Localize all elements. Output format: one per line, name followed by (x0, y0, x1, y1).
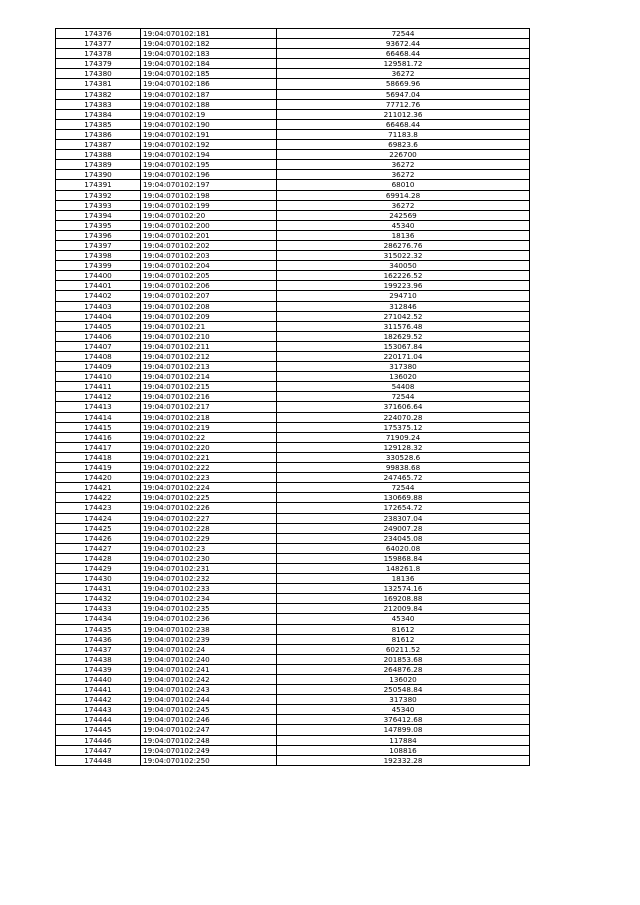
row-id-cell: 174383 (56, 99, 141, 109)
value-cell: 330528.6 (277, 452, 530, 462)
table-row (56, 29, 530, 39)
value-cell: 211012.36 (277, 109, 530, 119)
table-row (56, 180, 530, 190)
table-row (56, 402, 530, 412)
row-id-cell: 174446 (56, 735, 141, 745)
table-row (56, 705, 530, 715)
value-cell: 64020.08 (277, 543, 530, 553)
cadastral-number-cell: 19:04:070102:199 (141, 200, 277, 210)
value-cell: 147899.08 (277, 725, 530, 735)
table-row (56, 432, 530, 442)
row-id-cell: 174400 (56, 271, 141, 281)
table-row (56, 574, 530, 584)
value-cell: 72544 (277, 483, 530, 493)
row-id-cell: 174385 (56, 119, 141, 129)
row-id-cell: 174414 (56, 412, 141, 422)
value-cell: 294710 (277, 291, 530, 301)
row-id-cell: 174444 (56, 715, 141, 725)
table-row (56, 624, 530, 634)
cadastral-number-cell: 19:04:070102:208 (141, 301, 277, 311)
value-cell: 36272 (277, 69, 530, 79)
value-cell: 69823.6 (277, 140, 530, 150)
row-id-cell: 174426 (56, 533, 141, 543)
cadastral-number-cell: 19:04:070102:195 (141, 160, 277, 170)
table-row (56, 543, 530, 553)
cadastral-number-cell: 19:04:070102:214 (141, 372, 277, 382)
value-cell: 117884 (277, 735, 530, 745)
cadastral-number-cell: 19:04:070102:216 (141, 392, 277, 402)
cadastral-number-cell: 19:04:070102:217 (141, 402, 277, 412)
row-id-cell: 174409 (56, 362, 141, 372)
cadastral-number-cell: 19:04:070102:226 (141, 503, 277, 513)
row-id-cell: 174410 (56, 372, 141, 382)
row-id-cell: 174378 (56, 49, 141, 59)
table-row (56, 261, 530, 271)
value-cell: 69914.28 (277, 190, 530, 200)
row-id-cell: 174429 (56, 563, 141, 573)
table-row (56, 634, 530, 644)
cadastral-number-cell: 19:04:070102:205 (141, 271, 277, 281)
value-cell: 226700 (277, 150, 530, 160)
cadastral-number-cell: 19:04:070102:21 (141, 321, 277, 331)
row-id-cell: 174421 (56, 483, 141, 493)
value-cell: 129581.72 (277, 59, 530, 69)
value-cell: 130669.88 (277, 493, 530, 503)
row-id-cell: 174447 (56, 745, 141, 755)
value-cell: 93672.44 (277, 39, 530, 49)
row-id-cell: 174399 (56, 261, 141, 271)
table-row (56, 311, 530, 321)
table-row (56, 39, 530, 49)
value-cell: 247465.72 (277, 473, 530, 483)
value-cell: 81612 (277, 624, 530, 634)
table-row (56, 341, 530, 351)
table-row (56, 523, 530, 533)
table-row (56, 755, 530, 765)
row-id-cell: 174395 (56, 220, 141, 230)
table-row (56, 675, 530, 685)
value-cell: 371606.64 (277, 402, 530, 412)
cadastral-number-cell: 19:04:070102:213 (141, 362, 277, 372)
cadastral-number-cell: 19:04:070102:244 (141, 695, 277, 705)
table-row (56, 99, 530, 109)
value-cell: 72544 (277, 29, 530, 39)
table-row (56, 533, 530, 543)
value-cell: 108816 (277, 745, 530, 755)
row-id-cell: 174412 (56, 392, 141, 402)
table-row (56, 452, 530, 462)
value-cell: 71183.8 (277, 129, 530, 139)
table-row (56, 331, 530, 341)
table-row (56, 291, 530, 301)
value-cell: 172654.72 (277, 503, 530, 513)
table-row (56, 412, 530, 422)
cadastral-number-cell: 19:04:070102:204 (141, 261, 277, 271)
cadastral-number-cell: 19:04:070102:227 (141, 513, 277, 523)
value-cell: 81612 (277, 634, 530, 644)
value-cell: 159868.84 (277, 553, 530, 563)
row-id-cell: 174416 (56, 432, 141, 442)
row-id-cell: 174387 (56, 140, 141, 150)
cadastral-number-cell: 19:04:070102:241 (141, 664, 277, 674)
cadastral-number-cell: 19:04:070102:236 (141, 614, 277, 624)
row-id-cell: 174448 (56, 755, 141, 765)
value-cell: 192332.28 (277, 755, 530, 765)
cadastral-number-cell: 19:04:070102:238 (141, 624, 277, 634)
cadastral-number-cell: 19:04:070102:218 (141, 412, 277, 422)
cadastral-number-cell: 19:04:070102:245 (141, 705, 277, 715)
table-row (56, 271, 530, 281)
value-cell: 136020 (277, 675, 530, 685)
cadastral-number-cell: 19:04:070102:222 (141, 463, 277, 473)
row-id-cell: 174427 (56, 543, 141, 553)
row-id-cell: 174382 (56, 89, 141, 99)
table-row (56, 89, 530, 99)
table-row (56, 473, 530, 483)
table-row (56, 281, 530, 291)
cadastral-number-cell: 19:04:070102:229 (141, 533, 277, 543)
value-cell: 99838.68 (277, 463, 530, 473)
cadastral-number-cell: 19:04:070102:228 (141, 523, 277, 533)
cadastral-number-cell: 19:04:070102:198 (141, 190, 277, 200)
value-cell: 18136 (277, 574, 530, 584)
table-row (56, 563, 530, 573)
value-cell: 169208.88 (277, 594, 530, 604)
table-row (56, 352, 530, 362)
cadastral-number-cell: 19:04:070102:200 (141, 220, 277, 230)
row-id-cell: 174381 (56, 79, 141, 89)
value-cell: 45340 (277, 220, 530, 230)
row-id-cell: 174440 (56, 675, 141, 685)
table-row (56, 725, 530, 735)
table-row (56, 372, 530, 382)
table-row (56, 220, 530, 230)
row-id-cell: 174406 (56, 331, 141, 341)
row-id-cell: 174391 (56, 180, 141, 190)
cadastral-number-cell: 19:04:070102:20 (141, 210, 277, 220)
cadastral-number-cell: 19:04:070102:225 (141, 493, 277, 503)
table-row (56, 493, 530, 503)
value-cell: 238307.04 (277, 513, 530, 523)
table-row (56, 129, 530, 139)
value-cell: 129128.32 (277, 442, 530, 452)
cadastral-number-cell: 19:04:070102:250 (141, 755, 277, 765)
row-id-cell: 174425 (56, 523, 141, 533)
row-id-cell: 174377 (56, 39, 141, 49)
row-id-cell: 174413 (56, 402, 141, 412)
cadastral-number-cell: 19:04:070102:224 (141, 483, 277, 493)
value-cell: 45340 (277, 705, 530, 715)
cadastral-number-cell: 19:04:070102:221 (141, 452, 277, 462)
cadastral-number-cell: 19:04:070102:22 (141, 432, 277, 442)
cadastral-number-cell: 19:04:070102:232 (141, 574, 277, 584)
value-cell: 315022.32 (277, 251, 530, 261)
value-cell: 376412.68 (277, 715, 530, 725)
table-row (56, 604, 530, 614)
row-id-cell: 174422 (56, 493, 141, 503)
cadastral-number-cell: 19:04:070102:239 (141, 634, 277, 644)
cadastral-number-cell: 19:04:070102:194 (141, 150, 277, 160)
table-row (56, 594, 530, 604)
table-row (56, 735, 530, 745)
cadastral-number-cell: 19:04:070102:206 (141, 281, 277, 291)
cadastral-number-cell: 19:04:070102:220 (141, 442, 277, 452)
row-id-cell: 174433 (56, 604, 141, 614)
table-body (56, 29, 530, 766)
value-cell: 136020 (277, 372, 530, 382)
row-id-cell: 174411 (56, 382, 141, 392)
table-row (56, 745, 530, 755)
cadastral-number-cell: 19:04:070102:210 (141, 331, 277, 341)
value-cell: 286276.76 (277, 240, 530, 250)
value-cell: 18136 (277, 230, 530, 240)
row-id-cell: 174390 (56, 170, 141, 180)
cadastral-value-table (55, 28, 530, 766)
row-id-cell: 174417 (56, 442, 141, 452)
value-cell: 250548.84 (277, 685, 530, 695)
table-row (56, 69, 530, 79)
value-cell: 56947.04 (277, 89, 530, 99)
cadastral-number-cell: 19:04:070102:249 (141, 745, 277, 755)
cadastral-number-cell: 19:04:070102:215 (141, 382, 277, 392)
row-id-cell: 174436 (56, 634, 141, 644)
table-row (56, 190, 530, 200)
value-cell: 36272 (277, 170, 530, 180)
row-id-cell: 174428 (56, 553, 141, 563)
row-id-cell: 174439 (56, 664, 141, 674)
value-cell: 317380 (277, 695, 530, 705)
row-id-cell: 174398 (56, 251, 141, 261)
cadastral-number-cell: 19:04:070102:231 (141, 563, 277, 573)
table-row (56, 210, 530, 220)
row-id-cell: 174403 (56, 301, 141, 311)
row-id-cell: 174438 (56, 654, 141, 664)
value-cell: 36272 (277, 160, 530, 170)
table-row (56, 240, 530, 250)
value-cell: 317380 (277, 362, 530, 372)
cadastral-number-cell: 19:04:070102:184 (141, 59, 277, 69)
cadastral-number-cell: 19:04:070102:247 (141, 725, 277, 735)
cadastral-number-cell: 19:04:070102:192 (141, 140, 277, 150)
cadastral-number-cell: 19:04:070102:201 (141, 230, 277, 240)
cadastral-number-cell: 19:04:070102:240 (141, 654, 277, 664)
cadastral-number-cell: 19:04:070102:230 (141, 553, 277, 563)
row-id-cell: 174445 (56, 725, 141, 735)
cadastral-number-cell: 19:04:070102:187 (141, 89, 277, 99)
cadastral-number-cell: 19:04:070102:196 (141, 170, 277, 180)
value-cell: 66468.44 (277, 49, 530, 59)
value-cell: 45340 (277, 614, 530, 624)
row-id-cell: 174404 (56, 311, 141, 321)
table-row (56, 140, 530, 150)
table-row (56, 442, 530, 452)
value-cell: 271042.52 (277, 311, 530, 321)
row-id-cell: 174415 (56, 422, 141, 432)
value-cell: 249007.28 (277, 523, 530, 533)
cadastral-number-cell: 19:04:070102:23 (141, 543, 277, 553)
table-row (56, 49, 530, 59)
row-id-cell: 174419 (56, 463, 141, 473)
cadastral-number-cell: 19:04:070102:191 (141, 129, 277, 139)
value-cell: 162226.52 (277, 271, 530, 281)
value-cell: 36272 (277, 200, 530, 210)
table-row (56, 513, 530, 523)
cadastral-number-cell: 19:04:070102:212 (141, 352, 277, 362)
value-cell: 68010 (277, 180, 530, 190)
value-cell: 234045.08 (277, 533, 530, 543)
row-id-cell: 174386 (56, 129, 141, 139)
table-row (56, 584, 530, 594)
row-id-cell: 174442 (56, 695, 141, 705)
table-row (56, 715, 530, 725)
value-cell: 201853.68 (277, 654, 530, 664)
row-id-cell: 174434 (56, 614, 141, 624)
value-cell: 312846 (277, 301, 530, 311)
value-cell: 71909.24 (277, 432, 530, 442)
row-id-cell: 174396 (56, 230, 141, 240)
value-cell: 153067.84 (277, 341, 530, 351)
table-row (56, 119, 530, 129)
table-row (56, 483, 530, 493)
cadastral-number-cell: 19:04:070102:209 (141, 311, 277, 321)
cadastral-number-cell: 19:04:070102:190 (141, 119, 277, 129)
cadastral-number-cell: 19:04:070102:182 (141, 39, 277, 49)
table-row (56, 59, 530, 69)
table-row (56, 150, 530, 160)
row-id-cell: 174379 (56, 59, 141, 69)
cadastral-number-cell: 19:04:070102:242 (141, 675, 277, 685)
cadastral-number-cell: 19:04:070102:219 (141, 422, 277, 432)
cadastral-number-cell: 19:04:070102:186 (141, 79, 277, 89)
cadastral-number-cell: 19:04:070102:243 (141, 685, 277, 695)
row-id-cell: 174405 (56, 321, 141, 331)
table-row (56, 503, 530, 513)
value-cell: 148261.8 (277, 563, 530, 573)
row-id-cell: 174392 (56, 190, 141, 200)
cadastral-number-cell: 19:04:070102:235 (141, 604, 277, 614)
table-row (56, 614, 530, 624)
row-id-cell: 174397 (56, 240, 141, 250)
row-id-cell: 174408 (56, 352, 141, 362)
cadastral-number-cell: 19:04:070102:202 (141, 240, 277, 250)
cadastral-number-cell: 19:04:070102:185 (141, 69, 277, 79)
cadastral-number-cell: 19:04:070102:248 (141, 735, 277, 745)
table-row (56, 362, 530, 372)
row-id-cell: 174376 (56, 29, 141, 39)
table-row (56, 664, 530, 674)
row-id-cell: 174432 (56, 594, 141, 604)
table-row (56, 251, 530, 261)
row-id-cell: 174437 (56, 644, 141, 654)
value-cell: 77712.76 (277, 99, 530, 109)
table-row (56, 321, 530, 331)
row-id-cell: 174441 (56, 685, 141, 695)
row-id-cell: 174435 (56, 624, 141, 634)
row-id-cell: 174393 (56, 200, 141, 210)
row-id-cell: 174407 (56, 341, 141, 351)
table-row (56, 109, 530, 119)
value-cell: 212009.84 (277, 604, 530, 614)
table-row (56, 301, 530, 311)
row-id-cell: 174388 (56, 150, 141, 160)
value-cell: 175375.12 (277, 422, 530, 432)
value-cell: 60211.52 (277, 644, 530, 654)
row-id-cell: 174443 (56, 705, 141, 715)
row-id-cell: 174431 (56, 584, 141, 594)
table-row (56, 79, 530, 89)
value-cell: 199223.96 (277, 281, 530, 291)
table-row (56, 644, 530, 654)
table-row (56, 422, 530, 432)
table-row (56, 553, 530, 563)
row-id-cell: 174420 (56, 473, 141, 483)
table-row (56, 695, 530, 705)
value-cell: 132574.16 (277, 584, 530, 594)
value-cell: 340050 (277, 261, 530, 271)
row-id-cell: 174394 (56, 210, 141, 220)
value-cell: 58669.96 (277, 79, 530, 89)
cadastral-number-cell: 19:04:070102:24 (141, 644, 277, 654)
value-cell: 72544 (277, 392, 530, 402)
table-row (56, 392, 530, 402)
cadastral-number-cell: 19:04:070102:234 (141, 594, 277, 604)
row-id-cell: 174430 (56, 574, 141, 584)
value-cell: 242569 (277, 210, 530, 220)
row-id-cell: 174389 (56, 160, 141, 170)
table-row (56, 230, 530, 240)
row-id-cell: 174401 (56, 281, 141, 291)
row-id-cell: 174424 (56, 513, 141, 523)
cadastral-number-cell: 19:04:070102:223 (141, 473, 277, 483)
table-row (56, 170, 530, 180)
table-row (56, 382, 530, 392)
value-cell: 224070.28 (277, 412, 530, 422)
row-id-cell: 174402 (56, 291, 141, 301)
cadastral-number-cell: 19:04:070102:233 (141, 584, 277, 594)
cadastral-number-cell: 19:04:070102:181 (141, 29, 277, 39)
cadastral-number-cell: 19:04:070102:19 (141, 109, 277, 119)
value-cell: 54408 (277, 382, 530, 392)
row-id-cell: 174418 (56, 452, 141, 462)
value-cell: 311576.48 (277, 321, 530, 331)
value-cell: 182629.52 (277, 331, 530, 341)
table-row (56, 463, 530, 473)
table-row (56, 200, 530, 210)
cadastral-number-cell: 19:04:070102:197 (141, 180, 277, 190)
value-cell: 264876.28 (277, 664, 530, 674)
row-id-cell: 174384 (56, 109, 141, 119)
row-id-cell: 174380 (56, 69, 141, 79)
cadastral-number-cell: 19:04:070102:207 (141, 291, 277, 301)
table-row (56, 685, 530, 695)
table-row (56, 160, 530, 170)
row-id-cell: 174423 (56, 503, 141, 513)
value-cell: 66468.44 (277, 119, 530, 129)
cadastral-number-cell: 19:04:070102:188 (141, 99, 277, 109)
cadastral-number-cell: 19:04:070102:183 (141, 49, 277, 59)
cadastral-number-cell: 19:04:070102:203 (141, 251, 277, 261)
table-row (56, 654, 530, 664)
cadastral-number-cell: 19:04:070102:246 (141, 715, 277, 725)
value-cell: 220171.04 (277, 352, 530, 362)
cadastral-number-cell: 19:04:070102:211 (141, 341, 277, 351)
